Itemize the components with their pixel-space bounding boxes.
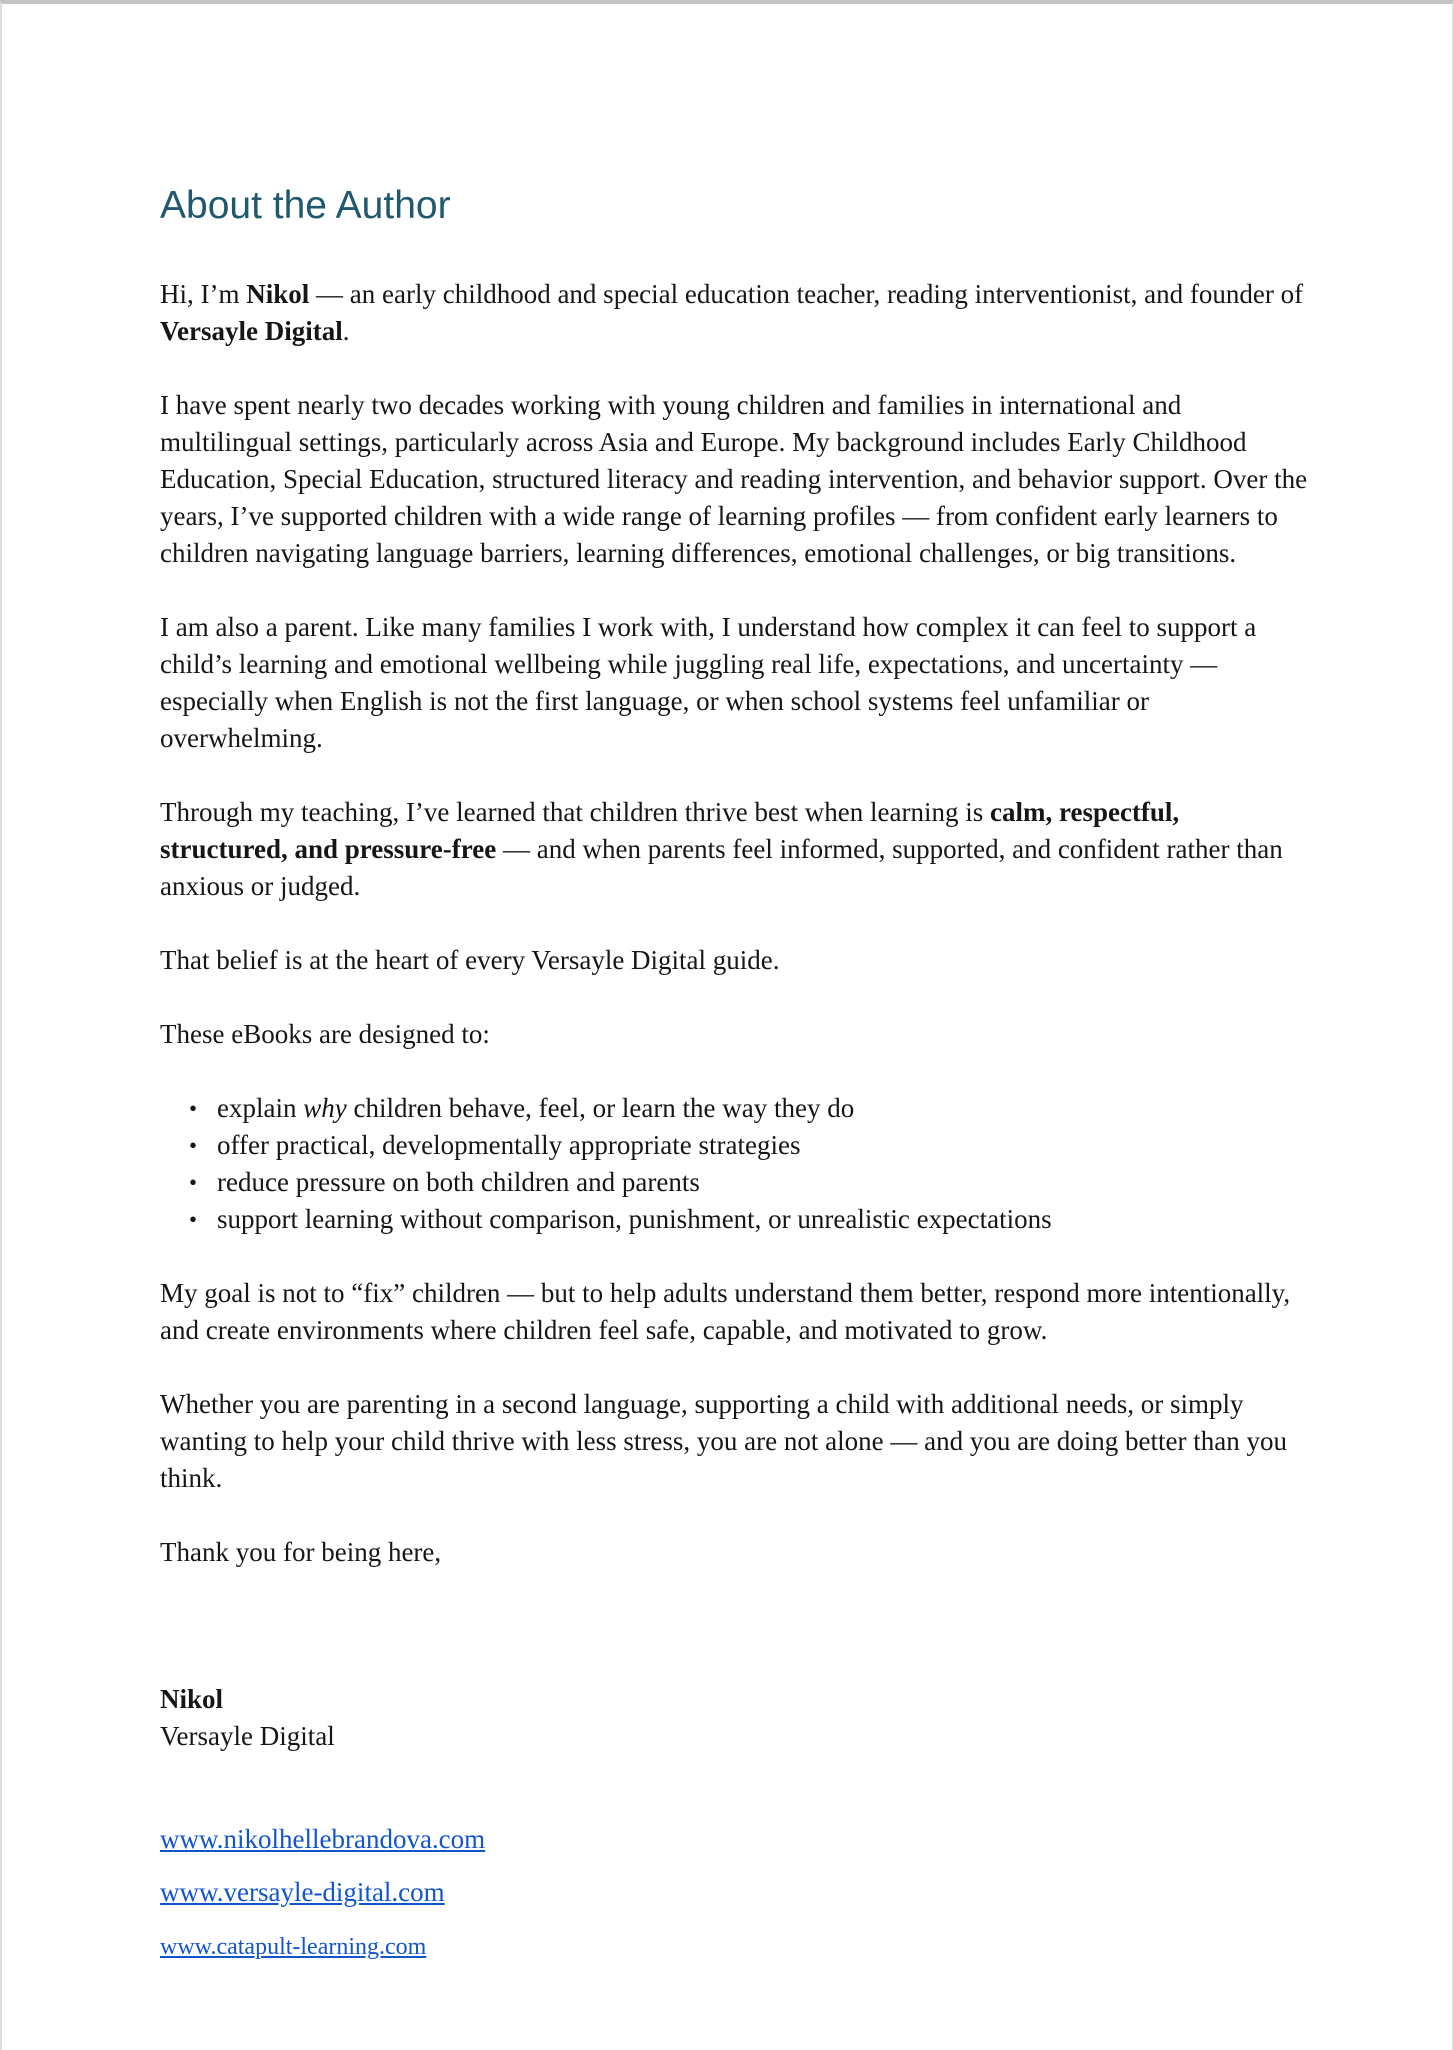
intro-paragraph: Hi, I’m Nikol — an early childhood and special education teacher, reading interventionist, and founder of Versayle Digital. bbox=[160, 279, 1304, 346]
thanks-paragraph: Thank you for being here, bbox=[160, 1537, 442, 1567]
list-item: • reduce pressure on both children and parents bbox=[217, 1164, 1312, 1201]
belief-paragraph: That belief is at the heart of every Versayle Digital guide. bbox=[160, 945, 780, 975]
website-link-versayle[interactable]: www.versayle-digital.com bbox=[160, 1877, 445, 1907]
link-row bbox=[160, 1874, 1312, 1911]
link-row bbox=[160, 1821, 1312, 1858]
list-item: • offer practical, developmentally appropriate strategies bbox=[217, 1127, 1312, 1164]
ebooks-lead-paragraph: These eBooks are designed to: bbox=[160, 1019, 490, 1049]
signature-name: Nikol bbox=[160, 1684, 224, 1714]
ebook-benefits-list bbox=[160, 1090, 1312, 1238]
link-row bbox=[160, 1927, 1312, 1966]
links-section bbox=[160, 1821, 1312, 1966]
website-link-personal[interactable]: www.nikolhellebrandova.com bbox=[160, 1824, 486, 1854]
page-content bbox=[2, 4, 1452, 2042]
goal-paragraph: My goal is not to “fix” children — but to help adults understand them better, respond more intentionally, and create environments where children feel safe, capable, and motivated to grow. bbox=[160, 1278, 1291, 1345]
list-item: • support learning without comparison, punishment, or unrealistic expectations bbox=[217, 1201, 1312, 1238]
parent-paragraph: I am also a parent. Like many families I work with, I understand how complex it can feel to support a child’s learning and emotional wellbeing while juggling real life, expectations, and uncertainty — especially when English is not the first language, or when school systems feel unfamiliar or overwhelming. bbox=[160, 612, 1257, 753]
website-link-catapult[interactable]: www.catapult-learning.com bbox=[160, 1934, 427, 1960]
encouragement-paragraph: Whether you are parenting in a second language, supporting a child with additional needs, or simply wanting to help your child thrive with less stress, you are not alone — and you are doing better than you think. bbox=[160, 1389, 1287, 1493]
page-title: About the Author bbox=[160, 184, 451, 227]
signature-company: Versayle Digital bbox=[160, 1721, 335, 1751]
list-item: • explain why children behave, feel, or learn the way they do bbox=[217, 1090, 1312, 1127]
experience-paragraph: I have spent nearly two decades working with young children and families in international and multilingual settings, particularly across Asia and Europe. My background includes Early Childhood Education, Special Education, structured literacy and reading intervention, and behavior support. Over the years, I’ve supported children with a wide range of learning profiles — from confident early learners to children navigating language barriers, learning differences, emotional challenges, or big transitions. bbox=[160, 390, 1308, 568]
philosophy-paragraph: Through my teaching, I’ve learned that children thrive best when learning is calm, respectful, structured, and pressure-free — and when parents feel informed, supported, and confident rather than anxious or judged. bbox=[160, 797, 1283, 901]
